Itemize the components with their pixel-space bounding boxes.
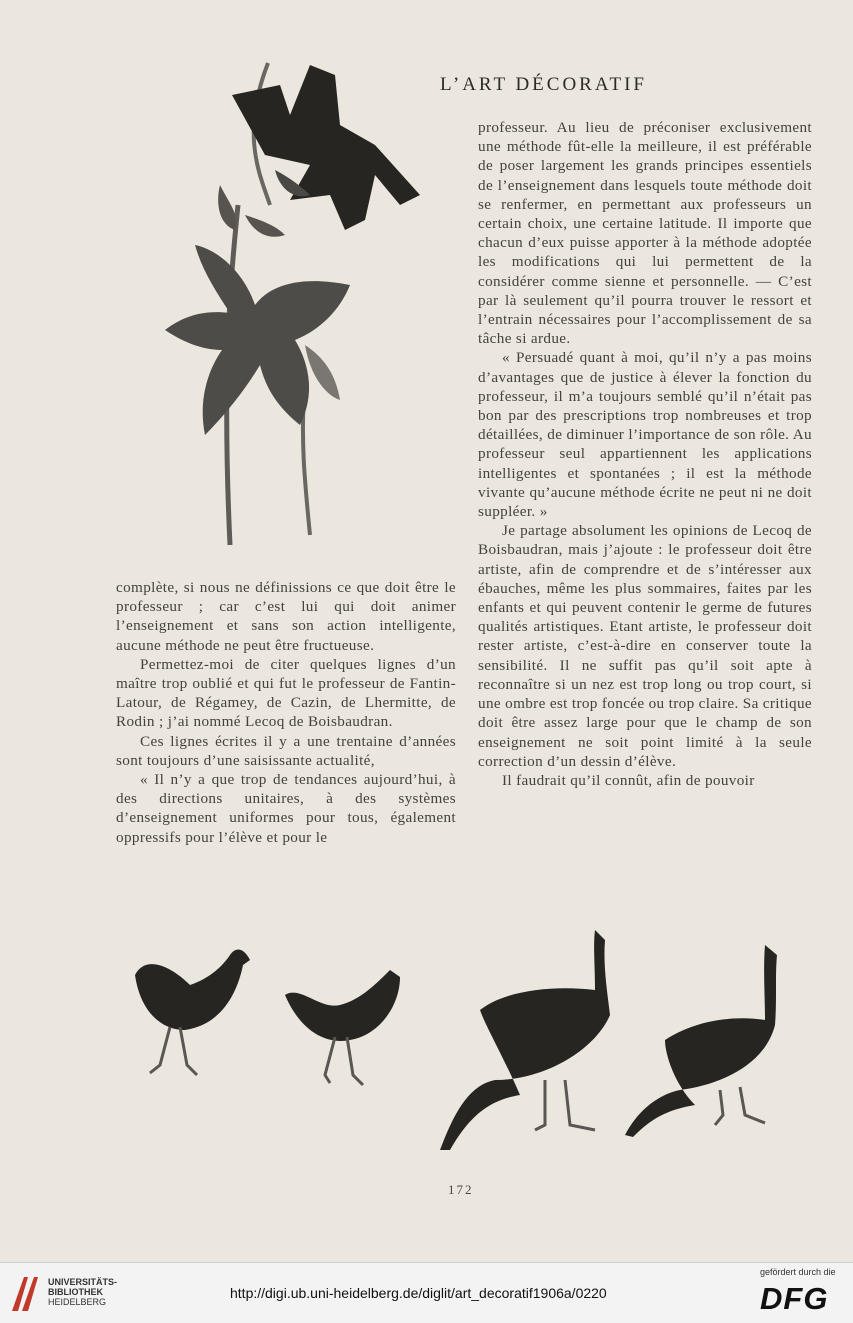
page-number: 172 <box>448 1182 474 1197</box>
right-column <box>478 118 812 790</box>
permalink-url[interactable]: http://digi.ub.uni-heidelberg.de/diglit/art_decoratif1906a/0220 <box>230 1285 607 1301</box>
institution-line: BIBLIOTHEK <box>48 1287 103 1297</box>
paragraph: « Il n’y a que trop de tendances aujourd’hui, à des directions unitaires, à des systèmes d’enseignement uniformes pour tous, également oppressifs pour l’élève et pour le <box>116 771 456 846</box>
paragraph: complète, si nous ne définissions ce que doit être le professeur ; car c’est lui qui doit animer l’enseignement et sans son action intelligente, aucune méthode ne peut être fructueuse. <box>116 579 456 654</box>
paragraph: « Persuadé quant à moi, qu’il n’y a pas moins d’avantages que de justice à élever la fonction du professeur, il m’a toujours semblé qu’il n’était pas bon par des prescriptions trop nombreuses et trop détaillées, de diminuer l’importance de son rôle. Au professeur seul appartiennent les applications intelligentes et spontanées ; il est la méthode vivante qu’aucune méthode écrite ne peut ni ne doit suppléer. » <box>478 349 812 521</box>
institution-line: UNIVERSITÄTS- <box>48 1277 118 1287</box>
running-title: L’ART DÉCORATIF <box>440 74 647 95</box>
dfg-logo: DFG <box>760 1281 829 1316</box>
left-column <box>116 578 456 847</box>
paragraph: Ces lignes écrites il y a une trentaine d’années sont toujours d’une saisissante actualité, <box>116 732 456 769</box>
paragraph: Permettez-moi de citer quelques lignes d’un maître trop oublié et qui fut le professeur de Fantin-Latour, de Régamey, de Cazin, de Lhermitte, de Rodin ; j’ai nommé Lecoq de Boisbaudran. <box>116 655 456 731</box>
birds-illustration <box>125 915 805 1155</box>
institution-line: HEIDELBERG <box>48 1297 107 1307</box>
institution-name <box>48 1277 117 1307</box>
university-library-logo-icon <box>8 1271 42 1315</box>
funder-caption: gefördert durch die <box>760 1267 836 1277</box>
digitization-footer <box>0 1262 853 1323</box>
paragraph: professeur. Au lieu de préconiser exclusivement une méthode fût-elle la meilleure, il est préférable de poser largement les grands principes essentiels de l’enseignement dans lesquels toute méthode doit se renfermer, en permettant aux professeurs un certain choix, une certaine latitude. Il importe que chacun d’eux puisse apporter à la méthode adoptée les modifications qui lui permettent de la considérer comme sienne et personnelle. — C’est par là seulement qu’il pourra trouver le ressort et l’entrain nécessaires pour l’accomplissement de sa tâche si ardue. <box>478 119 812 348</box>
lily-illustration <box>160 55 430 555</box>
paragraph: Il faudrait qu’il connût, afin de pouvoir <box>502 771 755 789</box>
paragraph: Je partage absolument les opinions de Lecoq de Boisbaudran, mais j’ajoute : le professeur doit être artiste, afin de comprendre et de s’intéresser aux ébauches, même les plus sommaires, faites par les enfants et qui peuvent contenir le germe de futures qualités artistiques. Etant artiste, le professeur doit rester artiste, c’est-à-dire en conserver toute la sensibilité. Il ne suffit pas qu’il soit apte à reconnaître si un nez est trop long ou trop court, si une ombre est trop foncée ou trop claire. Sa critique doit être assez large pour que le champ de son enseignement ne soit point limité à la seule correction d’un dessin d’élève. <box>478 522 812 770</box>
